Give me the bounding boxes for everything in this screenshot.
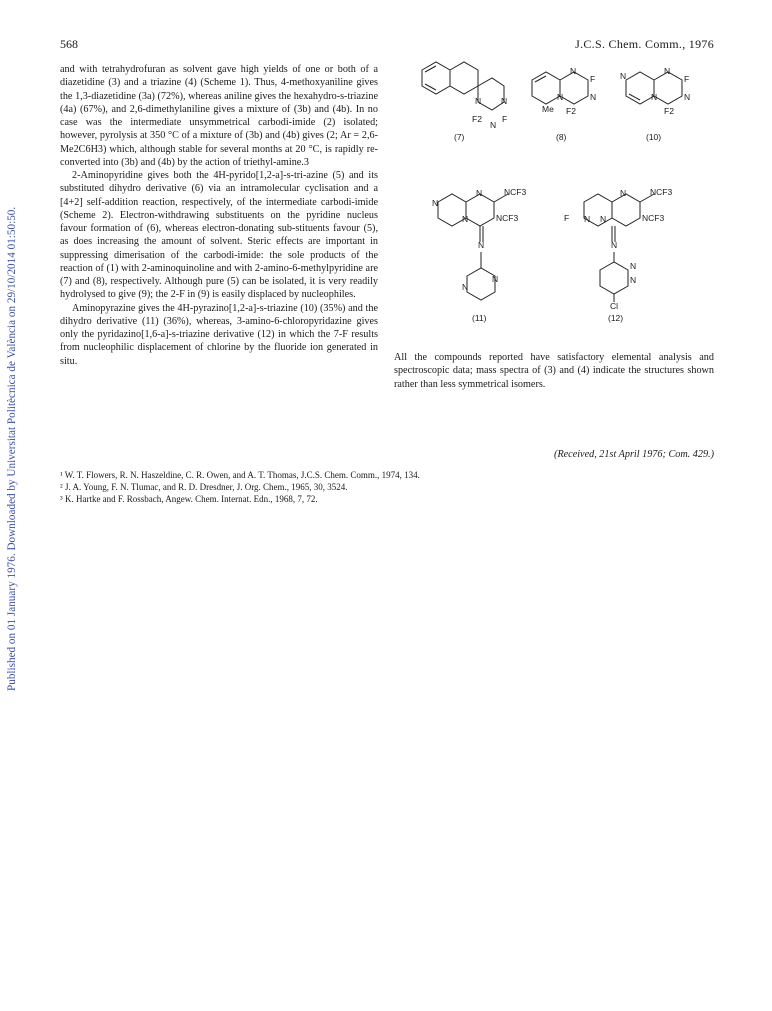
struct-7-ring-b (450, 62, 478, 94)
atom-label: N (490, 120, 497, 130)
atom-label: NCF3 (504, 187, 527, 197)
atom-label: N (600, 214, 607, 224)
atom-label: NCF3 (496, 213, 519, 223)
atom-label: N (475, 96, 482, 106)
atom-label: N (462, 282, 469, 292)
struct-8-ring-a (532, 72, 560, 104)
compound-label-10: (10) (646, 132, 662, 142)
atom-label: F (502, 114, 508, 124)
atom-label: NCF3 (642, 213, 665, 223)
chemical-structures (394, 56, 724, 326)
page-number: 568 (60, 37, 78, 51)
struct-11-ring-b (466, 194, 494, 226)
struct-12-ring-b (612, 194, 640, 226)
received-date: (Received, 21st April 1976; (554, 449, 666, 460)
atom-label: N (630, 275, 637, 285)
atom-label: F (590, 74, 596, 84)
atom-label: Cl (610, 301, 619, 311)
left-column (60, 63, 378, 368)
compound-label-12: (12) (608, 313, 624, 323)
atom-label: N (620, 71, 627, 81)
atom-label: N (432, 198, 439, 208)
paragraph-3: Aminopyrazine gives the 4H-pyrazino[1,2-a]-s-triazine (10) (35%) and the dihydro derivative (11) (36%), whereas, 3-amino-6-chloropyridazine gives only the pyridazino[1,6-a]-s-triazine derivative (12) in which the 7-F results from nucleophilic displacement of chlorine by the fluoride ion generated in situ. (60, 302, 378, 367)
reference-3: ³ K. Hartke and F. Rossbach, Angew. Chem. Internat. Edn., 1968, 7, 72. (60, 494, 318, 504)
struct-7-ring-a (422, 62, 450, 94)
paragraph-2: 2-Aminopyridine gives both the 4H-pyrido[1,2-a]-s-tri-azine (5) and its substituted dihydro derivative (6) via an intramolecular cyclisation and a [4+2] self-addition reaction, respectively, of the intermediate carbodi-imide (Scheme 2). Electron-withdrawing substituents on the pyridine nucleus favour formation of (6), whereas electron-donating sub-stituents favour (5), as does increasing the amount of solvent. Steric effects are important in suppressing dimerisation of the carbodi-imide: the sole products of the reaction of (1) with 2-aminoquinoline and with 2-amino-6-methylpyridine are (7) and (8), respectively. Although pure (5) can be isolated, it is very readily hydrolysed to give (9); the 2-F in (9) is easily displaced by nucleophiles. (60, 170, 378, 301)
struct-11-ring-c (467, 268, 495, 300)
struct-8-ring-b (560, 72, 588, 104)
atom-label: F2 (566, 106, 576, 116)
atom-label: N (570, 66, 577, 76)
communication-number: Com. 429.) (668, 449, 714, 460)
atom-label: N (611, 240, 618, 250)
atom-label: N (478, 240, 485, 250)
atom-label: Me (542, 104, 554, 114)
struct-10-ring-b (654, 72, 682, 104)
atom-label: N (590, 92, 597, 102)
atom-label: N (492, 274, 499, 284)
received-line (394, 449, 714, 460)
references (60, 469, 720, 505)
atom-label: N (630, 261, 637, 271)
atom-label: F2 (664, 106, 674, 116)
right-column-paragraph: All the compounds reported have satisfactory elemental analysis and spectroscopic data; mass spectra of (3) and (4) indicate the structures shown rather than less symmetrical isomers. (394, 352, 714, 390)
atom-label: N (584, 214, 591, 224)
atom-label: N (501, 96, 508, 106)
atom-label: N (476, 188, 483, 198)
atom-label: N (620, 188, 627, 198)
atom-label: F (684, 74, 690, 84)
atom-label: N (462, 214, 469, 224)
struct-10-ring-a (626, 72, 654, 104)
reference-1: ¹ W. T. Flowers, R. N. Haszeldine, C. R. Owen, and A. T. Thomas, J.C.S. Chem. Comm., 1974, 134. (60, 470, 420, 480)
paragraph-1: and with tetrahydrofuran as solvent gave high yields of one or both of a diazetidine (3) and a triazine (4) (Scheme 1). Thus, 4-methoxyaniline gives the 1,3-diazetidine (3a) (72%), whereas aniline gives the hexahydro-s-triazine (4a) (67%), and 2,6-dimethylaniline gives a mixture of (3b) and (4b). In no case was the intermediate unsymmetrical carbodi-imide (2) isolated; however, pyrolysis at 350 °C of a mixture of (3b) and (4b) gives (2; Ar = 2,6-Me2C6H3) which, although stable for several months at 20 °C, is rapidly re-converted into (3b) and (4b) by the action of triethyl-amine.3 (60, 64, 378, 168)
struct-12-ring-c (600, 262, 628, 294)
atom-label: N (651, 92, 658, 102)
atom-label: F2 (472, 114, 482, 124)
atom-label: N (664, 66, 671, 76)
atom-label: N (557, 92, 564, 102)
journal-header: J.C.S. Chem. Comm., 1976 (575, 37, 714, 51)
reference-2: ² J. A. Young, F. N. Tlumac, and R. D. Dresdner, J. Org. Chem., 1965, 30, 3524. (60, 482, 348, 492)
atom-label: NCF3 (650, 187, 673, 197)
compound-label-11: (11) (472, 313, 487, 323)
compound-label-7: (7) (454, 132, 465, 142)
provenance-sidebar: Published on 01 January 1976. Downloaded by Universitat Politècnica de València on 29/10/2014 01:50:50. (6, 206, 18, 691)
atom-label: N (684, 92, 691, 102)
compound-label-8: (8) (556, 132, 567, 142)
atom-label: F (564, 213, 570, 223)
